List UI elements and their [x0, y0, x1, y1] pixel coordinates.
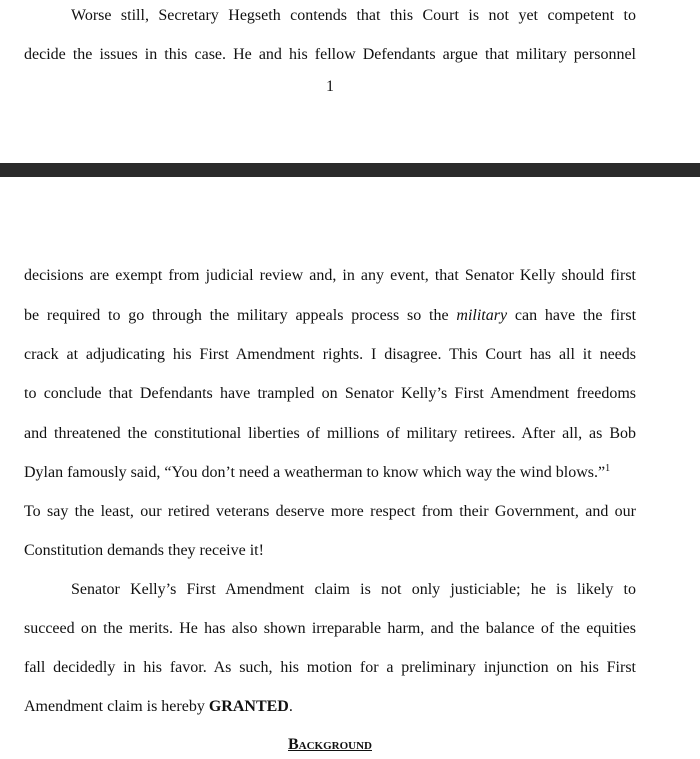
paragraph-line: and threatened the constitutional liberties of millions of military retirees. After all, as Bob — [24, 425, 636, 442]
paragraph-line: crack at adjudicating his First Amendment rights. I disagree. This Court has all it needs — [24, 346, 636, 363]
paragraph-line — [24, 306, 636, 326]
paragraph-line: Constitution demands they receive it! — [24, 542, 264, 559]
paragraph-line: decide the issues in this case. He and his fellow Defendants argue that military personnel — [24, 46, 636, 63]
page-number: 1 — [326, 78, 334, 95]
text-run: Dylan famously said, “You don’t need a weatherman to know which way the wind blows.” — [24, 464, 606, 481]
text-run: . — [288, 698, 293, 715]
paragraph-line: Worse still, Secretary Hegseth contends that this Court is not yet competent to — [71, 7, 636, 24]
text-run: Amendment claim is hereby — [24, 698, 205, 715]
paragraph-line: To say the least, our retired veterans deserve more respect from their Government, and our — [24, 503, 636, 520]
emphasis-text: military — [456, 307, 508, 324]
paragraph-line: Senator Kelly’s First Amendment claim is not only justiciable; he is likely to — [71, 581, 636, 598]
page-break-bar — [0, 163, 700, 177]
text-run: can have the first — [514, 307, 637, 324]
paragraph-line — [24, 697, 293, 717]
text-run: be required to go through the military appeals process so the — [24, 307, 449, 324]
paragraph-line: fall decidedly in his favor. As such, his motion for a preliminary injunction on his First — [24, 659, 636, 676]
paragraph-line: succeed on the merits. He has also shown irreparable harm, and the balance of the equities — [24, 620, 636, 637]
granted-text: GRANTED — [208, 698, 289, 715]
section-heading: Background — [287, 736, 372, 753]
paragraph-line: to conclude that Defendants have trampled on Senator Kelly’s First Amendment freedoms — [24, 385, 636, 402]
paragraph-line — [24, 463, 610, 483]
paragraph-line: decisions are exempt from judicial review and, in any event, that Senator Kelly should first — [24, 267, 636, 284]
footnote-reference[interactable]: 1 — [605, 463, 611, 474]
